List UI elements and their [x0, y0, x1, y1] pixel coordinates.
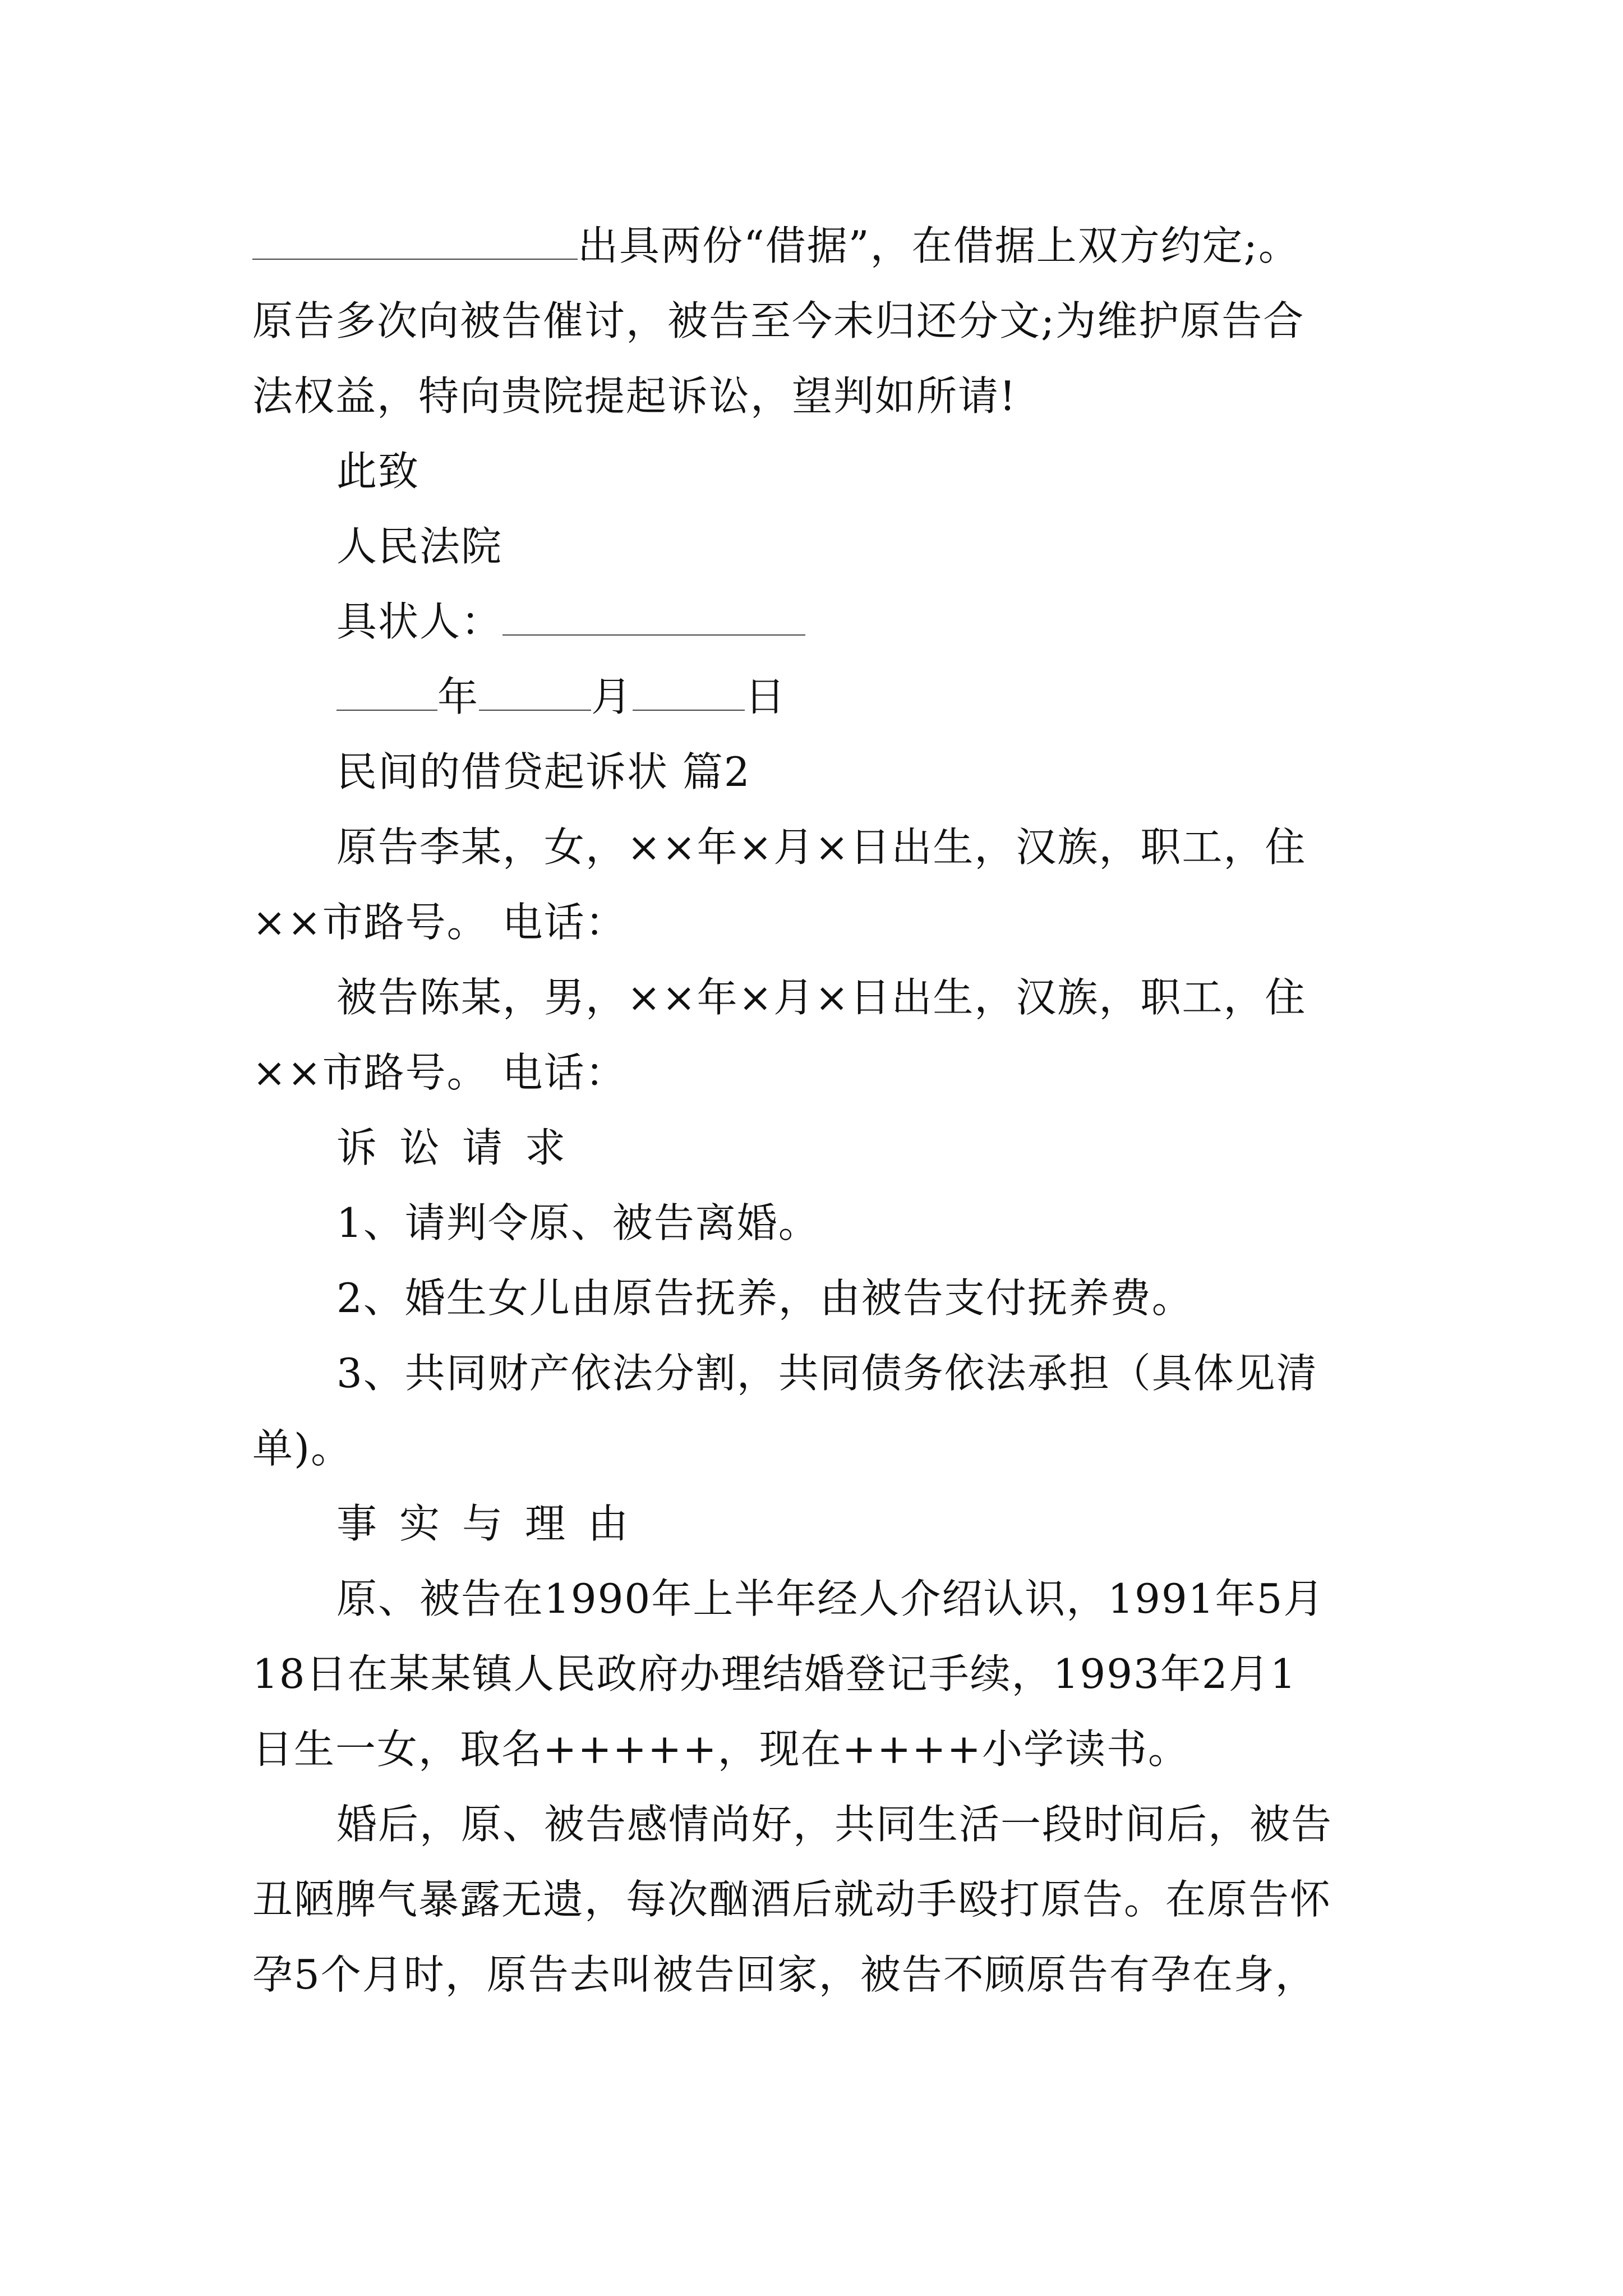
year-label: 年: [437, 673, 479, 720]
claim-item: 2、婚生女儿由原告抚养，由被告支付抚养费。: [336, 1274, 1193, 1322]
blank-field: [252, 226, 578, 260]
facts-heading: 事实与理由: [336, 1500, 651, 1547]
date-line: [336, 669, 786, 725]
text-line: 原告李某，女，××年×月×日出生，汉族，职工，住: [336, 823, 1307, 871]
signature-label: 具状人：: [336, 598, 503, 645]
signature-blank: [502, 602, 805, 636]
text-line: 单)。: [252, 1425, 353, 1472]
text-line: 孕5个月时，原告去叫被告回家，被告不顾原告有孕在身，: [252, 1951, 1317, 1998]
claim-item: 1、请判令原、被告离婚。: [336, 1199, 820, 1246]
text-line: 原、被告在1990年上半年经人介绍认识，1991年5月: [336, 1575, 1325, 1622]
month-blank: [479, 677, 591, 711]
line-text: 出具两份“借据”，在借据上双方约定;。: [578, 222, 1300, 269]
section-title: 民间的借贷起诉状 篇2: [336, 748, 751, 795]
text-line: 法权益，特向贵院提起诉讼，望判如所请!: [252, 372, 1017, 420]
text-line: [252, 218, 1300, 274]
day-blank: [633, 677, 745, 711]
month-label: 月: [591, 673, 633, 720]
text-line: 日生一女，取名+++++，现在++++小学读书。: [252, 1726, 1189, 1773]
text-line: 被告陈某，男，××年×月×日出生，汉族，职工，住: [336, 974, 1307, 1021]
text-line: 丑陋脾气暴露无遗，每次酗酒后就动手殴打原告。在原告怀: [252, 1876, 1332, 1923]
court-name: 人民法院: [336, 523, 503, 570]
claims-heading: 诉讼请求: [336, 1124, 588, 1171]
year-blank: [336, 677, 437, 711]
text-line: 婚后，原、被告感情尚好，共同生活一段时间后，被告: [336, 1801, 1333, 1848]
text-line: ××市路号。 电话：: [252, 1049, 627, 1096]
text-line: 18日在某某镇人民政府办理结婚登记手续，1993年2月1: [252, 1650, 1297, 1697]
claim-item: 3、共同财产依法分割，共同债务依法承担（具体见清: [336, 1350, 1318, 1397]
plaintiff-signature-line: [336, 593, 805, 650]
text-line: ××市路号。 电话：: [252, 899, 627, 946]
closing-salutation: 此致: [336, 448, 420, 495]
text-line: 原告多次向被告催讨，被告至今未归还分文;为维护原告合: [252, 297, 1305, 344]
day-label: 日: [745, 673, 787, 720]
